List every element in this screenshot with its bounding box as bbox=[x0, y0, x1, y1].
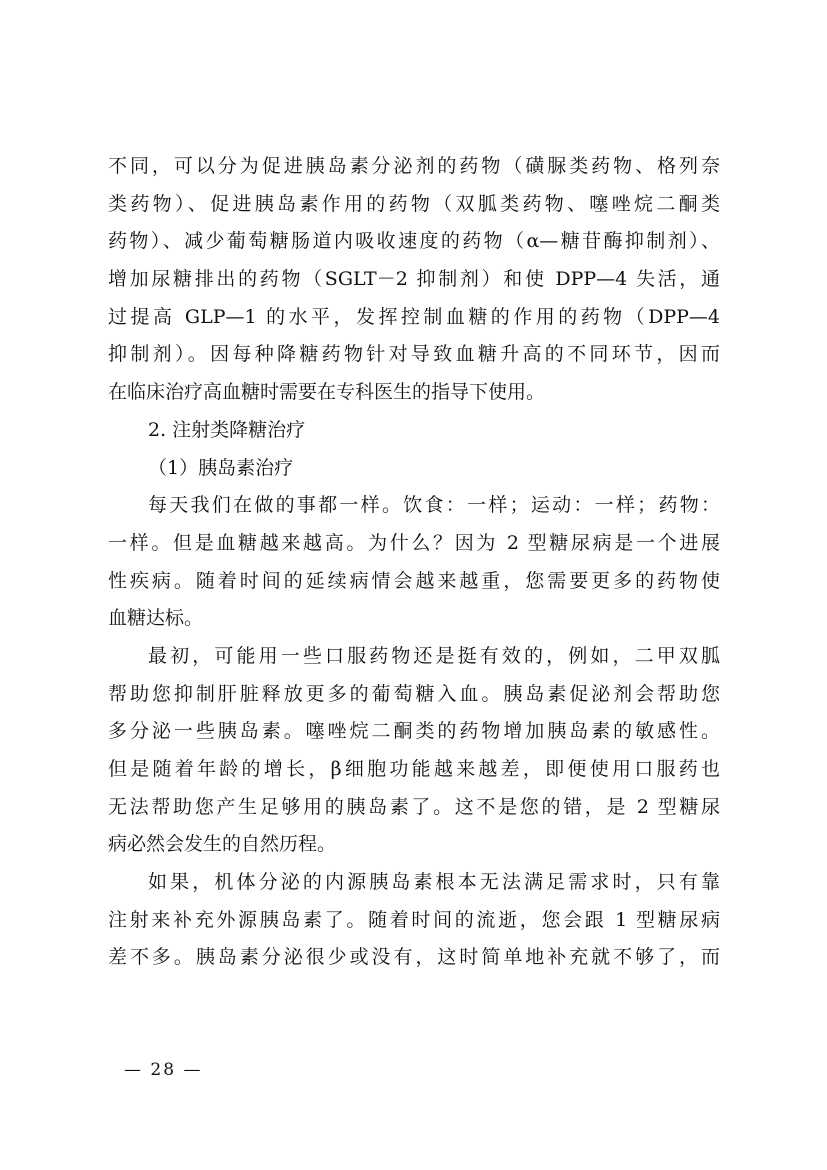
text-line: 无法帮助您产生足够用的胰岛素了。这不是您的错，是 2 型糖尿 bbox=[108, 795, 720, 818]
text-line: 不同，可以分为促进胰岛素分泌剂的药物（磺脲类药物、格列奈 bbox=[108, 155, 720, 177]
text-line: 性疾病。随着时间的延续病情会越来越重，您需要更多的药物使 bbox=[108, 569, 720, 592]
text-line: 过提高 GLP—1 的水平，发挥控制血糖的作用的药物（DPP—4 bbox=[108, 305, 720, 328]
subsection-heading: （1）胰岛素治疗 bbox=[148, 456, 294, 479]
text-line: 病必然会发生的自然历程。 bbox=[108, 833, 337, 856]
section-heading: 2. 注射类降糖治疗 bbox=[148, 418, 306, 441]
text-line: 帮助您抑制肝脏释放更多的葡萄糖入血。胰岛素促泌剂会帮助您 bbox=[108, 682, 720, 705]
text-line: 但是随着年龄的增长，β细胞功能越来越差，即便使用口服药也 bbox=[108, 758, 720, 780]
text-line: 如果，机体分泌的内源胰岛素根本无法满足需求时，只有靠 bbox=[148, 871, 720, 894]
text-line: 一样。但是血糖越来越高。为什么？因为 2 型糖尿病是一个进展 bbox=[108, 531, 720, 554]
document-body bbox=[108, 148, 720, 977]
text-line: 类药物）、促进胰岛素作用的药物（双胍类药物、噻唑烷二酮类 bbox=[108, 192, 720, 215]
text-line: 血糖达标。 bbox=[108, 607, 204, 630]
text-line: 抑制剂）。因每种降糖药物针对导致血糖升高的不同环节，因而 bbox=[108, 343, 720, 366]
text-line: 注射来补充外源胰岛素了。随着时间的流逝，您会跟 1 型糖尿病 bbox=[108, 908, 720, 931]
text-line: 增加尿糖排出的药物（SGLT－2 抑制剂）和使 DPP—4 失活，通 bbox=[108, 268, 720, 291]
text-line: 药物）、减少葡萄糖肠道内吸收速度的药物（α—糖苷酶抑制剂）、 bbox=[108, 230, 720, 253]
text-line: 差不多。胰岛素分泌很少或没有，这时简单地补充就不够了，而 bbox=[108, 946, 720, 969]
text-line: 最初，可能用一些口服药物还是挺有效的，例如，二甲双胍 bbox=[148, 644, 720, 667]
text-line: 在临床治疗高血糖时需要在专科医生的指导下使用。 bbox=[108, 381, 546, 404]
text-line: 多分泌一些胰岛素。噻唑烷二酮类的药物增加胰岛素的敏感性。 bbox=[108, 720, 720, 743]
text-line: 每天我们在做的事都一样。饮食：一样；运动：一样；药物： bbox=[148, 494, 720, 517]
page-number: — 28 — bbox=[124, 1060, 203, 1080]
